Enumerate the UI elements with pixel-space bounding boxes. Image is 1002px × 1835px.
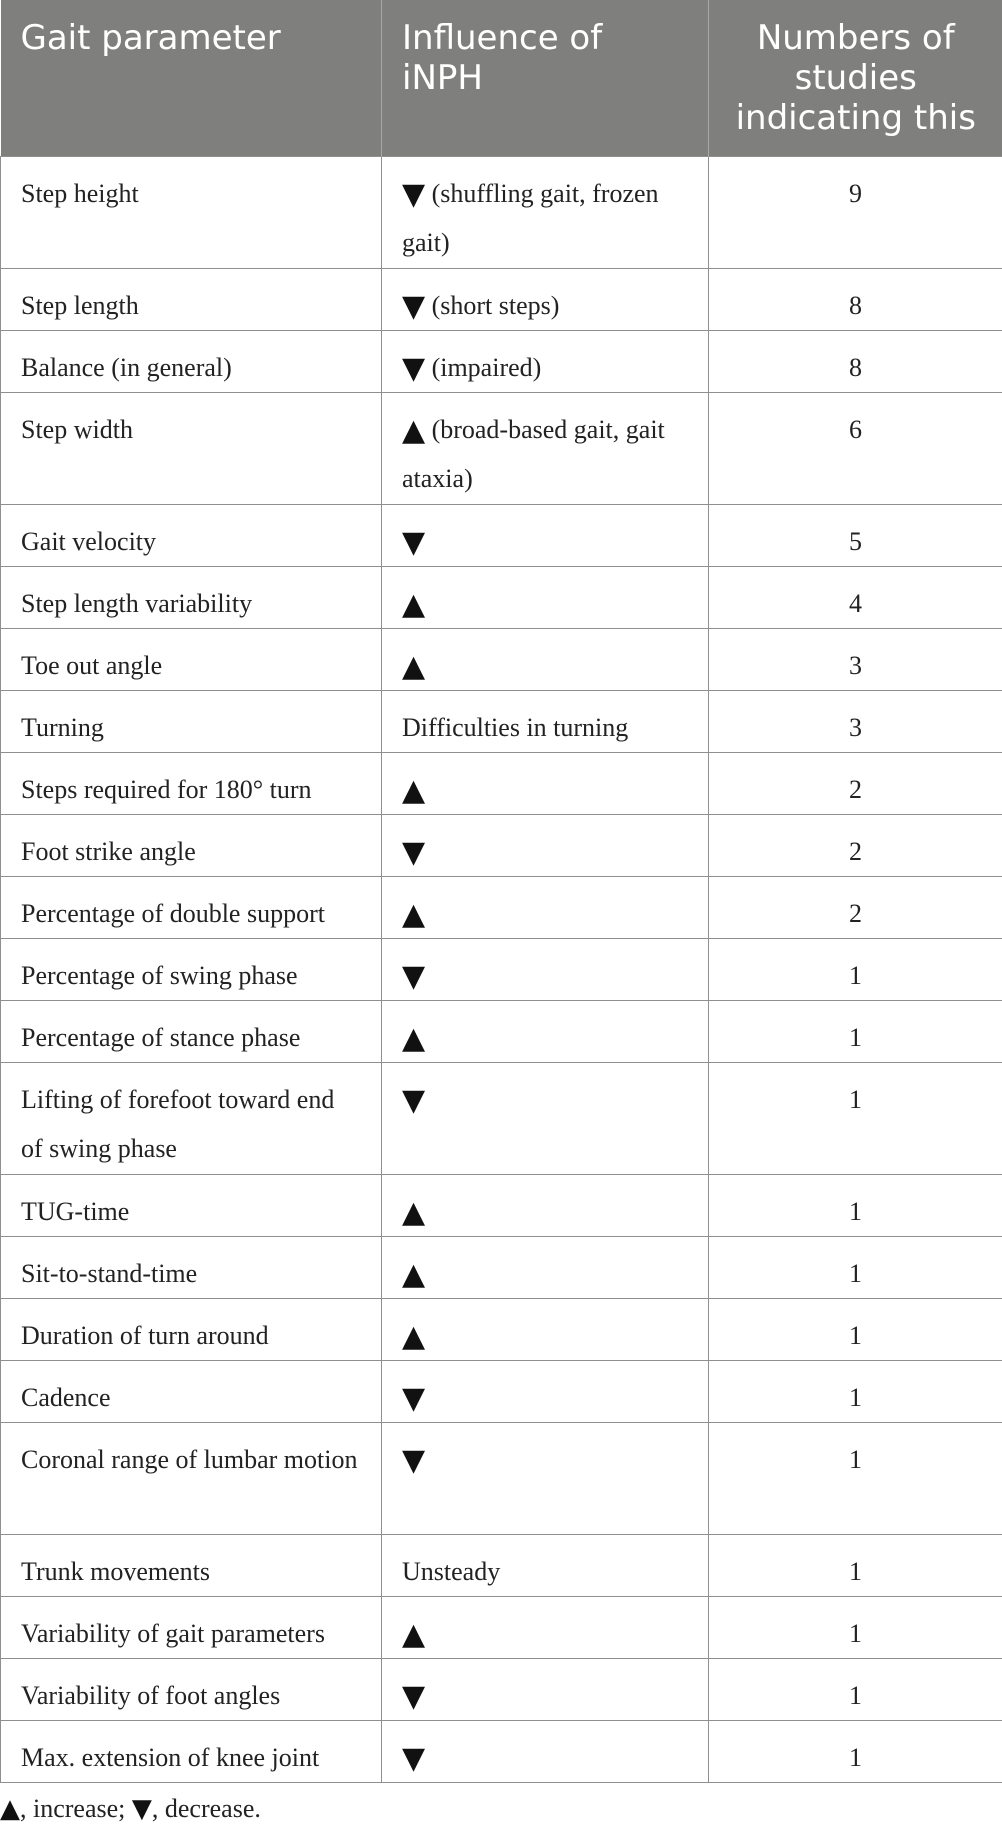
gait-parameter-cell: Balance (in general) xyxy=(1,330,382,392)
gait-parameter-cell: Step length variability xyxy=(1,566,382,628)
increase-arrow-icon: ▲ xyxy=(402,896,426,932)
study-count-cell: 4 xyxy=(709,566,1002,628)
table-row xyxy=(1,330,1002,392)
decrease-arrow-icon: ▼ xyxy=(402,1082,426,1118)
influence-cell xyxy=(382,628,709,690)
influence-cell xyxy=(382,566,709,628)
influence-cell xyxy=(382,1596,709,1658)
gait-parameter-cell: Percentage of swing phase xyxy=(1,938,382,1000)
table-row xyxy=(1,628,1002,690)
study-count-cell: 1 xyxy=(709,1658,1002,1720)
decrease-arrow-icon: ▼ xyxy=(402,1678,426,1714)
decrease-arrow-icon: ▼ xyxy=(402,958,426,994)
study-count-cell: 6 xyxy=(709,392,1002,504)
gait-parameter-cell: Cadence xyxy=(1,1360,382,1422)
table-row xyxy=(1,1174,1002,1236)
table-row xyxy=(1,876,1002,938)
study-count-cell: 3 xyxy=(709,628,1002,690)
influence-cell xyxy=(382,876,709,938)
increase-arrow-icon: ▲ xyxy=(402,1256,426,1292)
gait-parameter-cell: Duration of turn around xyxy=(1,1298,382,1360)
study-count-cell: 1 xyxy=(709,1596,1002,1658)
influence-cell xyxy=(382,1360,709,1422)
table-row xyxy=(1,1534,1002,1596)
influence-cell xyxy=(382,938,709,1000)
study-count-cell: 1 xyxy=(709,1174,1002,1236)
influence-cell xyxy=(382,392,709,504)
gait-parameter-cell: Toe out angle xyxy=(1,628,382,690)
table-row xyxy=(1,1720,1002,1782)
study-count-cell: 1 xyxy=(709,1422,1002,1534)
gait-parameter-cell: Percentage of stance phase xyxy=(1,1000,382,1062)
table-row xyxy=(1,814,1002,876)
study-count-cell: 8 xyxy=(709,330,1002,392)
study-count-cell: 1 xyxy=(709,1298,1002,1360)
gait-parameter-cell: Step length xyxy=(1,268,382,330)
decrease-arrow-icon: ▼ xyxy=(131,1794,152,1824)
increase-arrow-icon: ▲ xyxy=(402,412,426,448)
study-count-cell: 8 xyxy=(709,268,1002,330)
influence-cell xyxy=(382,690,709,752)
influence-cell xyxy=(382,504,709,566)
table-row xyxy=(1,1062,1002,1174)
table-row xyxy=(1,1596,1002,1658)
study-count-cell: 5 xyxy=(709,504,1002,566)
influence-cell xyxy=(382,1062,709,1174)
decrease-arrow-icon: ▼ xyxy=(402,834,426,870)
header-influence: Influence of iNPH xyxy=(382,0,709,156)
influence-cell xyxy=(382,268,709,330)
increase-arrow-icon: ▲ xyxy=(402,1194,426,1230)
gait-parameter-cell: Step height xyxy=(1,156,382,268)
study-count-cell: 2 xyxy=(709,876,1002,938)
gait-parameter-cell: Foot strike angle xyxy=(1,814,382,876)
table-row xyxy=(1,1298,1002,1360)
table-footnote xyxy=(0,1793,261,1825)
table-row xyxy=(1,1360,1002,1422)
gait-parameter-cell: Coronal range of lumbar motion xyxy=(1,1422,382,1534)
influence-note: (shuffling gait, frozen gait) xyxy=(402,178,659,257)
table-row xyxy=(1,268,1002,330)
gait-parameter-cell: Step width xyxy=(1,392,382,504)
decrease-arrow-icon: ▼ xyxy=(402,288,426,324)
influence-cell xyxy=(382,156,709,268)
header-study-count: Numbers of studies indicating this xyxy=(709,0,1002,156)
table-row xyxy=(1,392,1002,504)
study-count-cell: 2 xyxy=(709,752,1002,814)
influence-note: Difficulties in turning xyxy=(402,712,629,742)
influence-note: (impaired) xyxy=(431,352,542,382)
gait-parameter-cell: Trunk movements xyxy=(1,1534,382,1596)
gait-parameter-cell: Variability of gait parameters xyxy=(1,1596,382,1658)
gait-parameter-cell: Turning xyxy=(1,690,382,752)
table-row xyxy=(1,156,1002,268)
table-row xyxy=(1,1000,1002,1062)
influence-cell xyxy=(382,814,709,876)
study-count-cell: 1 xyxy=(709,1236,1002,1298)
decrease-arrow-icon: ▼ xyxy=(402,176,426,212)
table-row xyxy=(1,1422,1002,1534)
decrease-arrow-icon: ▼ xyxy=(402,524,426,560)
influence-note: (short steps) xyxy=(431,290,560,320)
footnote-increase-text: , increase; xyxy=(20,1794,132,1823)
table-row xyxy=(1,938,1002,1000)
influence-cell xyxy=(382,1658,709,1720)
table-body xyxy=(1,156,1002,1782)
decrease-arrow-icon: ▼ xyxy=(402,1442,426,1478)
gait-parameter-cell: Sit-to-stand-time xyxy=(1,1236,382,1298)
influence-note: Unsteady xyxy=(402,1556,501,1586)
influence-cell xyxy=(382,1298,709,1360)
study-count-cell: 1 xyxy=(709,1000,1002,1062)
footnote-decrease-text: , decrease. xyxy=(151,1794,261,1823)
influence-note: (broad-based gait, gait ataxia) xyxy=(402,414,665,493)
header-row xyxy=(1,0,1002,156)
influence-cell xyxy=(382,1422,709,1534)
increase-arrow-icon: ▲ xyxy=(402,586,426,622)
increase-arrow-icon: ▲ xyxy=(402,772,426,808)
study-count-cell: 1 xyxy=(709,1720,1002,1782)
gait-parameter-cell: Steps required for 180° turn xyxy=(1,752,382,814)
table-row xyxy=(1,504,1002,566)
decrease-arrow-icon: ▼ xyxy=(402,1380,426,1416)
influence-cell xyxy=(382,1174,709,1236)
influence-cell xyxy=(382,1236,709,1298)
study-count-cell: 2 xyxy=(709,814,1002,876)
study-count-cell: 1 xyxy=(709,938,1002,1000)
header-gait-parameter: Gait parameter xyxy=(1,0,382,156)
gait-parameter-cell: Gait velocity xyxy=(1,504,382,566)
table-row xyxy=(1,690,1002,752)
gait-parameter-cell: Lifting of forefoot toward end of swing phase xyxy=(1,1062,382,1174)
table-row xyxy=(1,752,1002,814)
study-count-cell: 1 xyxy=(709,1062,1002,1174)
table-row xyxy=(1,1236,1002,1298)
influence-cell xyxy=(382,1534,709,1596)
increase-arrow-icon: ▲ xyxy=(0,1794,20,1824)
decrease-arrow-icon: ▼ xyxy=(402,1740,426,1776)
influence-cell xyxy=(382,1000,709,1062)
influence-cell xyxy=(382,1720,709,1782)
decrease-arrow-icon: ▼ xyxy=(402,350,426,386)
gait-parameter-cell: Variability of foot angles xyxy=(1,1658,382,1720)
study-count-cell: 1 xyxy=(709,1360,1002,1422)
table-row xyxy=(1,566,1002,628)
gait-parameter-cell: Max. extension of knee joint xyxy=(1,1720,382,1782)
increase-arrow-icon: ▲ xyxy=(402,1616,426,1652)
gait-parameter-cell: TUG-time xyxy=(1,1174,382,1236)
table-row xyxy=(1,1658,1002,1720)
increase-arrow-icon: ▲ xyxy=(402,1020,426,1056)
increase-arrow-icon: ▲ xyxy=(402,1318,426,1354)
study-count-cell: 1 xyxy=(709,1534,1002,1596)
study-count-cell: 9 xyxy=(709,156,1002,268)
influence-cell xyxy=(382,752,709,814)
table-header xyxy=(1,0,1002,156)
increase-arrow-icon: ▲ xyxy=(402,648,426,684)
study-count-cell: 3 xyxy=(709,690,1002,752)
gait-parameter-cell: Percentage of double support xyxy=(1,876,382,938)
influence-cell xyxy=(382,330,709,392)
